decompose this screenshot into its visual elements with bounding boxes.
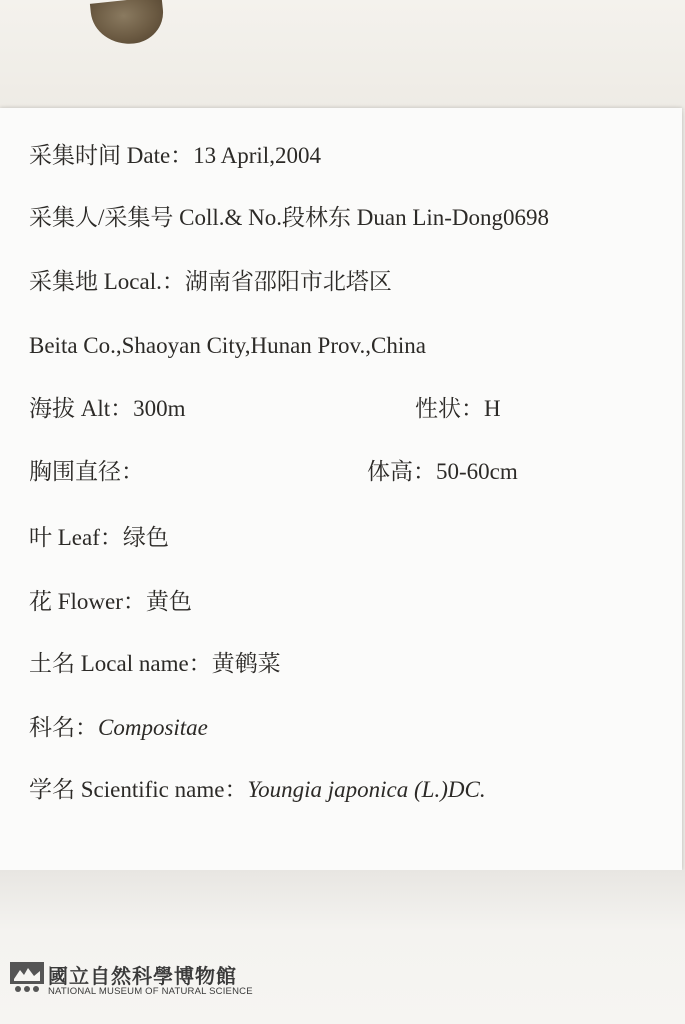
scientific-name-row (29, 776, 662, 804)
locality-label: 采集地 Local.： (29, 269, 185, 294)
locality-en-row (29, 332, 662, 360)
height-value: 50-60cm (436, 459, 518, 484)
scientific-name-label: 学名 Scientific name： (29, 777, 248, 802)
scientific-name-value: Youngia japonica (L.)DC. (247, 777, 486, 802)
habit-field (415, 395, 501, 423)
museum-logo-icon (10, 962, 44, 994)
date-row (29, 142, 662, 170)
habit-label: 性状： (415, 396, 484, 421)
local-name-row (29, 650, 662, 678)
herbarium-sheet-top (0, 0, 685, 110)
date-value: 13 April,2004 (193, 143, 321, 168)
dbh-height-row (29, 458, 662, 486)
locality-en-value: Beita Co.,Shaoyan City,Hunan Prov.,China (29, 333, 426, 358)
leaf-value: 绿色 (122, 525, 169, 550)
altitude-label: 海拔 Alt： (29, 396, 134, 421)
habit-value: H (484, 396, 501, 421)
herbarium-sheet-bottom (0, 870, 685, 1024)
museum-name-chinese: 國立自然科學博物館 (48, 964, 237, 988)
flower-value: 黄色 (145, 589, 192, 614)
flower-label: 花 Flower： (29, 589, 146, 614)
height-field (367, 458, 518, 486)
locality-value: 湖南省邵阳市北塔区 (184, 269, 392, 294)
family-label: 科名： (29, 715, 98, 740)
specimen-label-card (0, 108, 682, 870)
museum-name-english: NATIONAL MUSEUM OF NATURAL SCIENCE (48, 986, 253, 997)
dbh-label: 胸围直径： (29, 459, 144, 484)
leaf-row (29, 524, 662, 552)
locality-row (29, 268, 662, 296)
collector-label: 采集人/采集号 Coll.& No. (29, 205, 283, 230)
leaf-label: 叶 Leaf： (29, 525, 123, 550)
specimen-fragment (90, 0, 166, 48)
altitude-habit-row (29, 395, 662, 423)
altitude-value: 300m (133, 396, 186, 421)
family-value: Compositae (98, 715, 208, 740)
local-name-value: 黄鹌菜 (211, 651, 281, 676)
height-label: 体高： (367, 459, 436, 484)
local-name-label: 土名 Local name： (29, 651, 212, 676)
family-row (29, 714, 662, 742)
date-label: 采集时间 Date： (29, 143, 194, 168)
collector-value: 段林东 Duan Lin-Dong0698 (282, 205, 550, 230)
collector-row (29, 204, 662, 232)
flower-row (29, 588, 662, 616)
